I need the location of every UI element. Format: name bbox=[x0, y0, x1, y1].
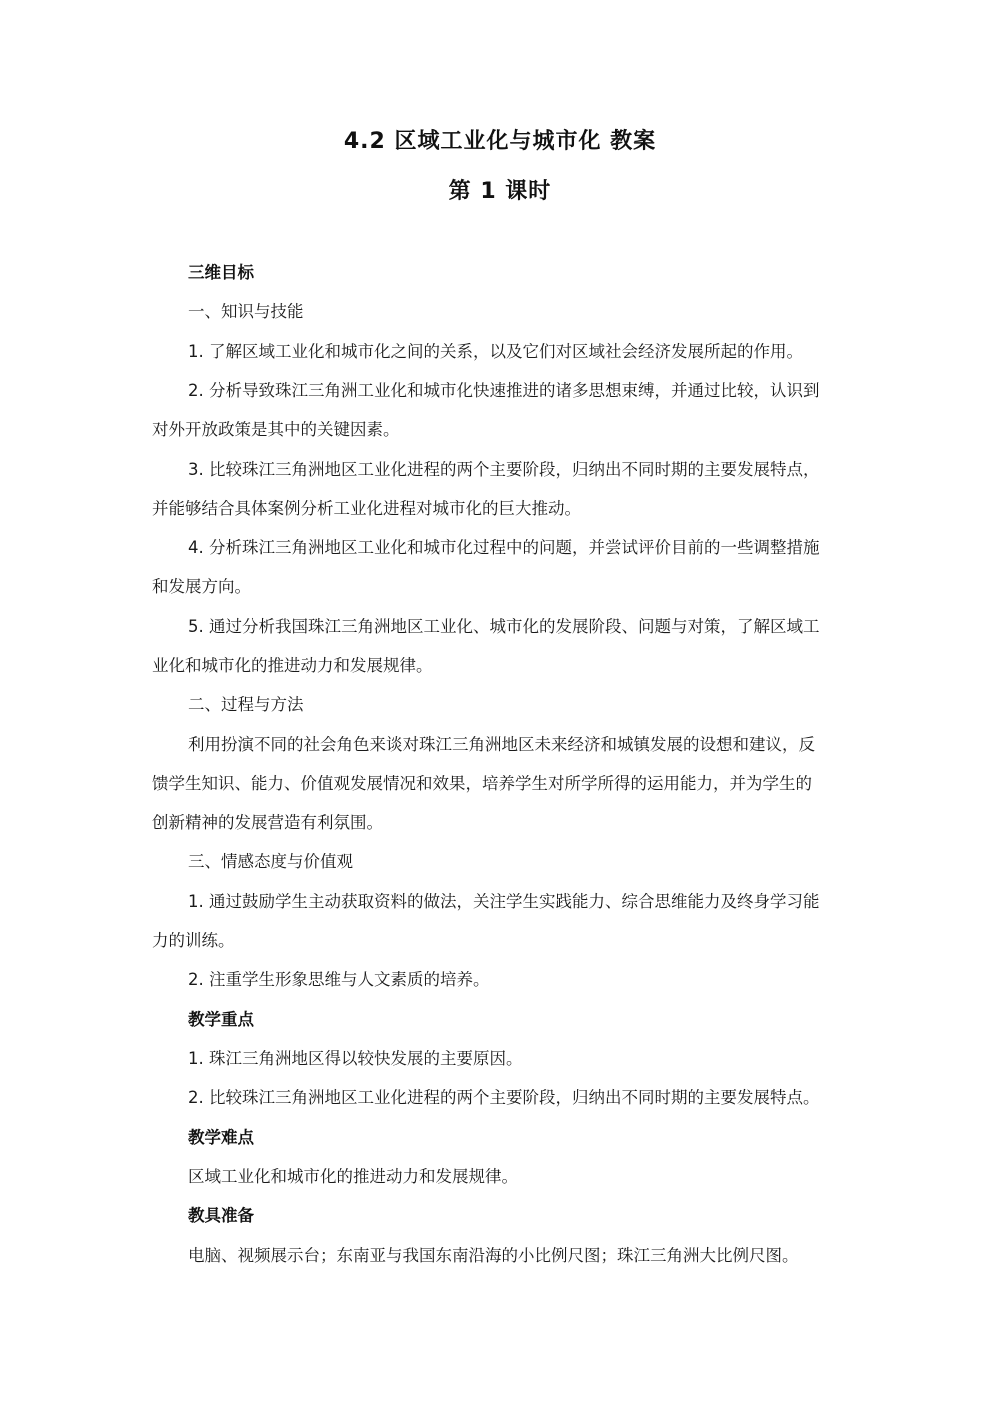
document-title: 4.2 区域工业化与城市化 教案 bbox=[343, 129, 657, 154]
values-item-1-line2: 力的训练。 bbox=[152, 931, 235, 950]
section-heading-materials: 教具准备 bbox=[188, 1206, 254, 1225]
document-subtitle: 第 1 课时 bbox=[448, 179, 552, 204]
difficulties-text: 区域工业化和城市化的推进动力和发展规律。 bbox=[188, 1167, 518, 1186]
knowledge-item-2-line2: 对外开放政策是其中的关键因素。 bbox=[152, 420, 400, 439]
subsection-heading-knowledge: 一、知识与技能 bbox=[188, 302, 304, 321]
knowledge-item-2-line1: 2. 分析导致珠江三角洲工业化和城市化快速推进的诸多思想束缚，并通过比较，认识到 bbox=[188, 381, 820, 400]
knowledge-item-1: 1. 了解区域工业化和城市化之间的关系，以及它们对区域社会经济发展所起的作用。 bbox=[188, 342, 803, 361]
knowledge-item-3-line2: 并能够结合具体案例分析工业化进程对城市化的巨大推动。 bbox=[152, 499, 581, 518]
key-point-1: 1. 珠江三角洲地区得以较快发展的主要原因。 bbox=[188, 1049, 523, 1068]
subsection-heading-process: 二、过程与方法 bbox=[188, 695, 304, 714]
process-text-line1: 利用扮演不同的社会角色来谈对珠江三角洲地区未来经济和城镇发展的设想和建议，反 bbox=[188, 735, 815, 754]
values-item-1-line1: 1. 通过鼓励学生主动获取资料的做法，关注学生实践能力、综合思维能力及终身学习能 bbox=[188, 892, 820, 911]
knowledge-item-4-line2: 和发展方向。 bbox=[152, 577, 251, 596]
knowledge-item-3-line1: 3. 比较珠江三角洲地区工业化进程的两个主要阶段，归纳出不同时期的主要发展特点， bbox=[188, 460, 820, 479]
section-heading-objectives: 三维目标 bbox=[188, 263, 254, 282]
section-heading-key-points: 教学重点 bbox=[188, 1010, 254, 1029]
values-item-2: 2. 注重学生形象思维与人文素质的培养。 bbox=[188, 970, 490, 989]
knowledge-item-5-line2: 业化和城市化的推进动力和发展规律。 bbox=[152, 656, 433, 675]
key-point-2: 2. 比较珠江三角洲地区工业化进程的两个主要阶段，归纳出不同时期的主要发展特点。 bbox=[188, 1088, 820, 1107]
subsection-heading-values: 三、情感态度与价值观 bbox=[188, 852, 353, 871]
section-heading-difficulties: 教学难点 bbox=[188, 1128, 254, 1147]
process-text-line3: 创新精神的发展营造有利氛围。 bbox=[152, 813, 383, 832]
process-text-line2: 馈学生知识、能力、价值观发展情况和效果，培养学生对所学所得的运用能力，并为学生的 bbox=[152, 774, 812, 793]
materials-text: 电脑、视频展示台；东南亚与我国东南沿海的小比例尺图；珠江三角洲大比例尺图。 bbox=[188, 1246, 799, 1265]
knowledge-item-4-line1: 4. 分析珠江三角洲地区工业化和城市化过程中的问题，并尝试评价目前的一些调整措施 bbox=[188, 538, 820, 557]
knowledge-item-5-line1: 5. 通过分析我国珠江三角洲地区工业化、城市化的发展阶段、问题与对策，了解区域工 bbox=[188, 617, 820, 636]
